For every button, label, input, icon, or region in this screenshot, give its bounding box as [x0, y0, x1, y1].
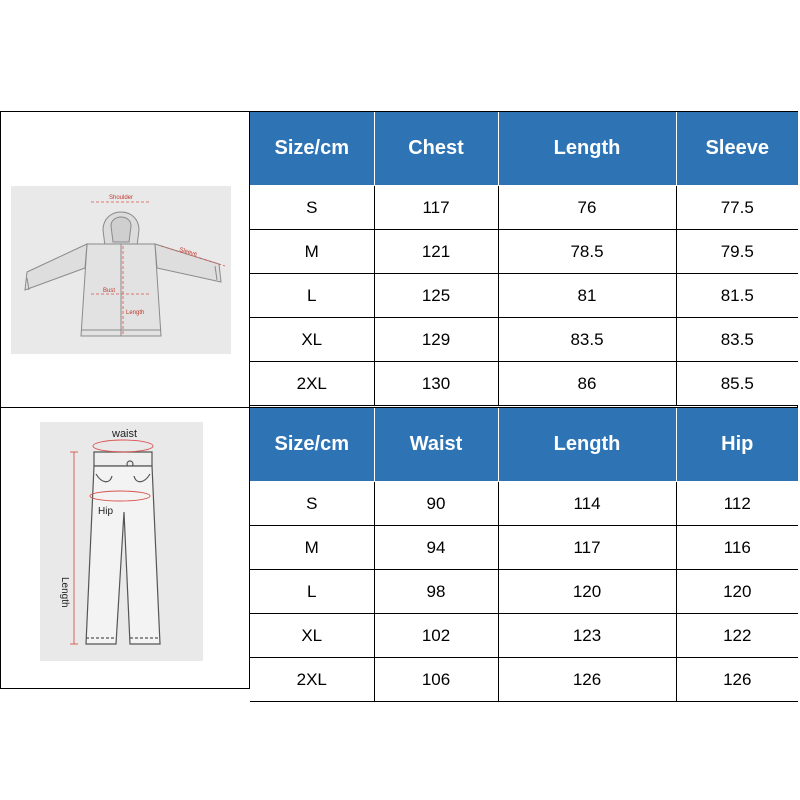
- cell-size: S: [250, 186, 374, 230]
- cell-size: M: [250, 230, 374, 274]
- table-row: [250, 186, 798, 230]
- table-header-row: [250, 112, 798, 186]
- header-size: Size/cm: [250, 112, 374, 186]
- cell-length: 83.5: [498, 318, 676, 362]
- table-row: [250, 658, 798, 702]
- table-row: [250, 274, 798, 318]
- cell-waist: 102: [374, 614, 498, 658]
- pants-size-table: [250, 408, 798, 702]
- cell-size: XL: [250, 318, 374, 362]
- table-row: [250, 482, 798, 526]
- cell-length: 86: [498, 362, 676, 406]
- cell-length: 78.5: [498, 230, 676, 274]
- header-length: Length: [498, 112, 676, 186]
- waist-label: waist: [112, 428, 138, 440]
- pants-illustration: [40, 422, 203, 661]
- jacket-length-label: Length: [126, 310, 145, 316]
- table-row: [250, 526, 798, 570]
- table-row: [250, 570, 798, 614]
- cell-waist: 98: [374, 570, 498, 614]
- pants-diagram: [40, 422, 203, 661]
- cell-size: XL: [250, 614, 374, 658]
- cell-sleeve: 83.5: [676, 318, 798, 362]
- cell-waist: 106: [374, 658, 498, 702]
- table-header-row: [250, 408, 798, 482]
- cell-waist: 94: [374, 526, 498, 570]
- header-waist: Waist: [374, 408, 498, 482]
- cell-size: L: [250, 274, 374, 318]
- cell-hip: 126: [676, 658, 798, 702]
- cell-size: 2XL: [250, 362, 374, 406]
- cell-sleeve: 81.5: [676, 274, 798, 318]
- cell-sleeve: 79.5: [676, 230, 798, 274]
- cell-hip: 120: [676, 570, 798, 614]
- jacket-size-table: [250, 112, 798, 406]
- table-row: [250, 362, 798, 406]
- cell-length: 117: [498, 526, 676, 570]
- header-length: Length: [498, 408, 676, 482]
- cell-size: S: [250, 482, 374, 526]
- cell-chest: 121: [374, 230, 498, 274]
- table-row: [250, 318, 798, 362]
- shoulder-label: Shoulder: [109, 195, 134, 201]
- table-row: [250, 230, 798, 274]
- jacket-illustration: [11, 186, 231, 354]
- header-hip: Hip: [676, 408, 798, 482]
- cell-sleeve: 77.5: [676, 186, 798, 230]
- cell-chest: 130: [374, 362, 498, 406]
- header-size: Size/cm: [250, 408, 374, 482]
- table-row: [250, 614, 798, 658]
- cell-length: 114: [498, 482, 676, 526]
- cell-chest: 125: [374, 274, 498, 318]
- cell-size: 2XL: [250, 658, 374, 702]
- cell-length: 123: [498, 614, 676, 658]
- cell-hip: 122: [676, 614, 798, 658]
- cell-chest: 129: [374, 318, 498, 362]
- cell-hip: 116: [676, 526, 798, 570]
- jacket-diagram: [11, 186, 231, 354]
- sleeve-label: Sleeve: [178, 247, 198, 258]
- cell-sleeve: 85.5: [676, 362, 798, 406]
- header-chest: Chest: [374, 112, 498, 186]
- hip-label: Hip: [98, 506, 114, 517]
- cell-hip: 112: [676, 482, 798, 526]
- cell-size: M: [250, 526, 374, 570]
- cell-length: 81: [498, 274, 676, 318]
- cell-length: 126: [498, 658, 676, 702]
- header-sleeve: Sleeve: [676, 112, 798, 186]
- pants-length-label: Length: [59, 577, 70, 608]
- cell-chest: 117: [374, 186, 498, 230]
- cell-length: 120: [498, 570, 676, 614]
- cell-size: L: [250, 570, 374, 614]
- cell-length: 76: [498, 186, 676, 230]
- cell-waist: 90: [374, 482, 498, 526]
- bust-label: Bust: [103, 288, 116, 294]
